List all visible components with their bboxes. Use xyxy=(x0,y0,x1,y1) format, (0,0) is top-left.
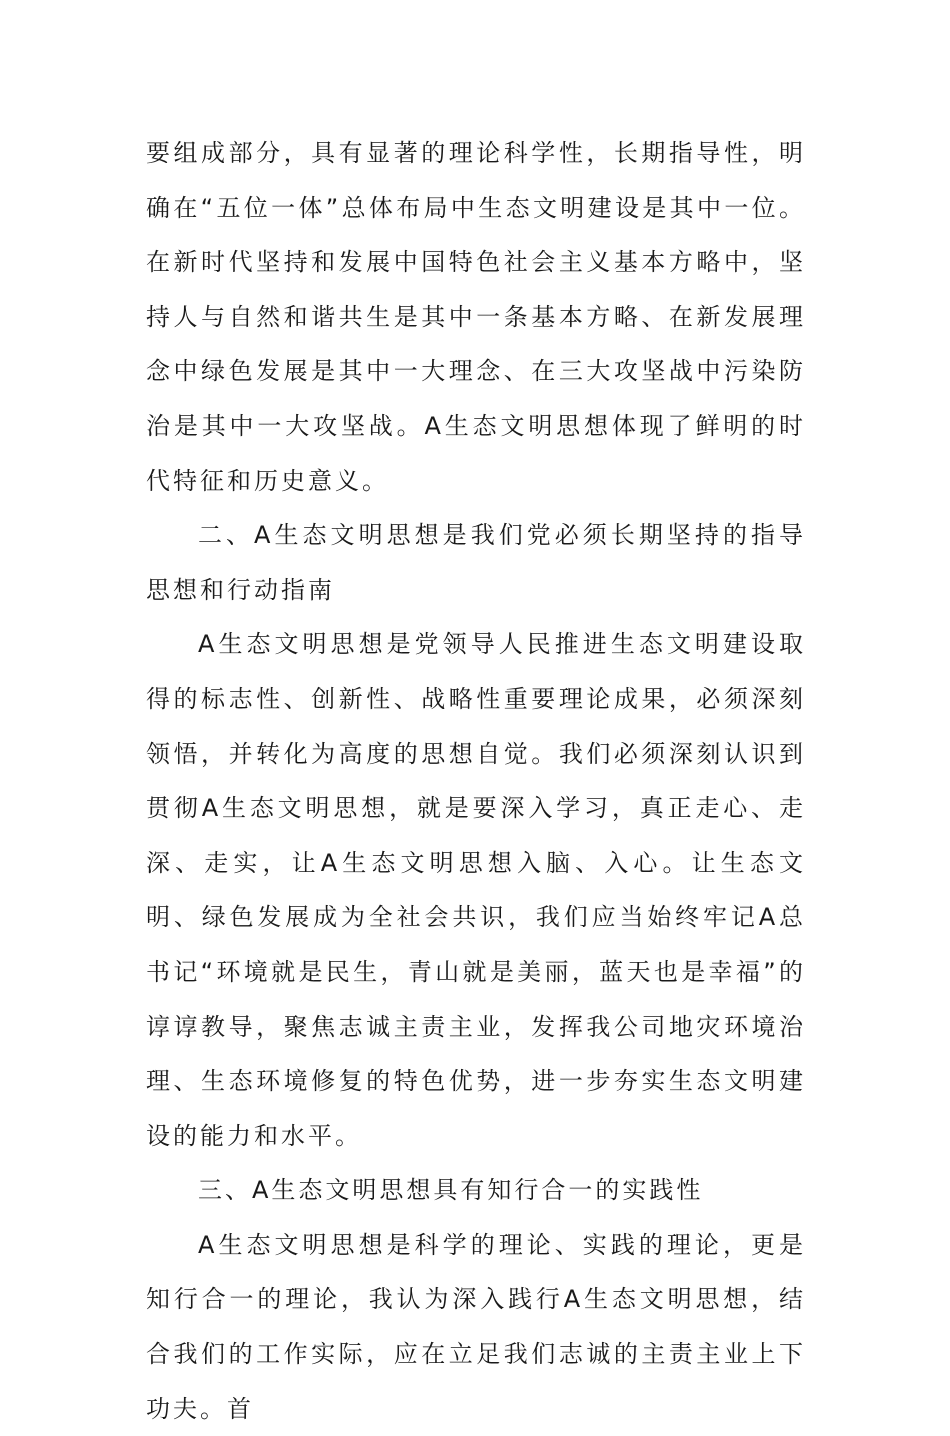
document-page xyxy=(146,126,806,1436)
body-paragraph-3: A生态文明思想是科学的理论、实践的理论，更是知行合一的理论，我认为深入践行A生态文明思想，结合我们的工作实际，应在立足我们志诚的主责主业上下功夫。首 xyxy=(146,1230,806,1423)
section-heading-2: 二、A生态文明思想是我们党必须长期坚持的指导思想和行动指南 xyxy=(146,521,806,604)
body-paragraph-2: A生态文明思想是党领导人民推进生态文明建设取得的标志性、创新性、战略性重要理论成果，必须深刻领悟，并转化为高度的思想自觉。我们必须深刻认识到贯彻A生态文明思想，就是要深入学习，真正走心、走深、走实，让A生态文明思想入脑、入心。让生态文明、绿色发展成为全社会共识，我们应当始终牢记A总书记“环境就是民生，青山就是美丽，蓝天也是幸福”的谆谆教导，聚焦志诚主责主业，发挥我公司地灾环境治理、生态环境修复的特色优势，进一步夯实生态文明建设的能力和水平。 xyxy=(146,630,806,1150)
body-paragraph-1: 要组成部分，具有显著的理论科学性，长期指导性，明确在“五位一体”总体布局中生态文明建设是其中一位。在新时代坚持和发展中国特色社会主义基本方略中，坚持人与自然和谐共生是其中一条基本方略、在新发展理念中绿色发展是其中一大理念、在三大攻坚战中污染防治是其中一大攻坚战。A生态文明思想体现了鲜明的时代特征和历史意义。 xyxy=(146,139,806,495)
section-heading-3: 三、A生态文明思想具有知行合一的实践性 xyxy=(198,1176,704,1205)
